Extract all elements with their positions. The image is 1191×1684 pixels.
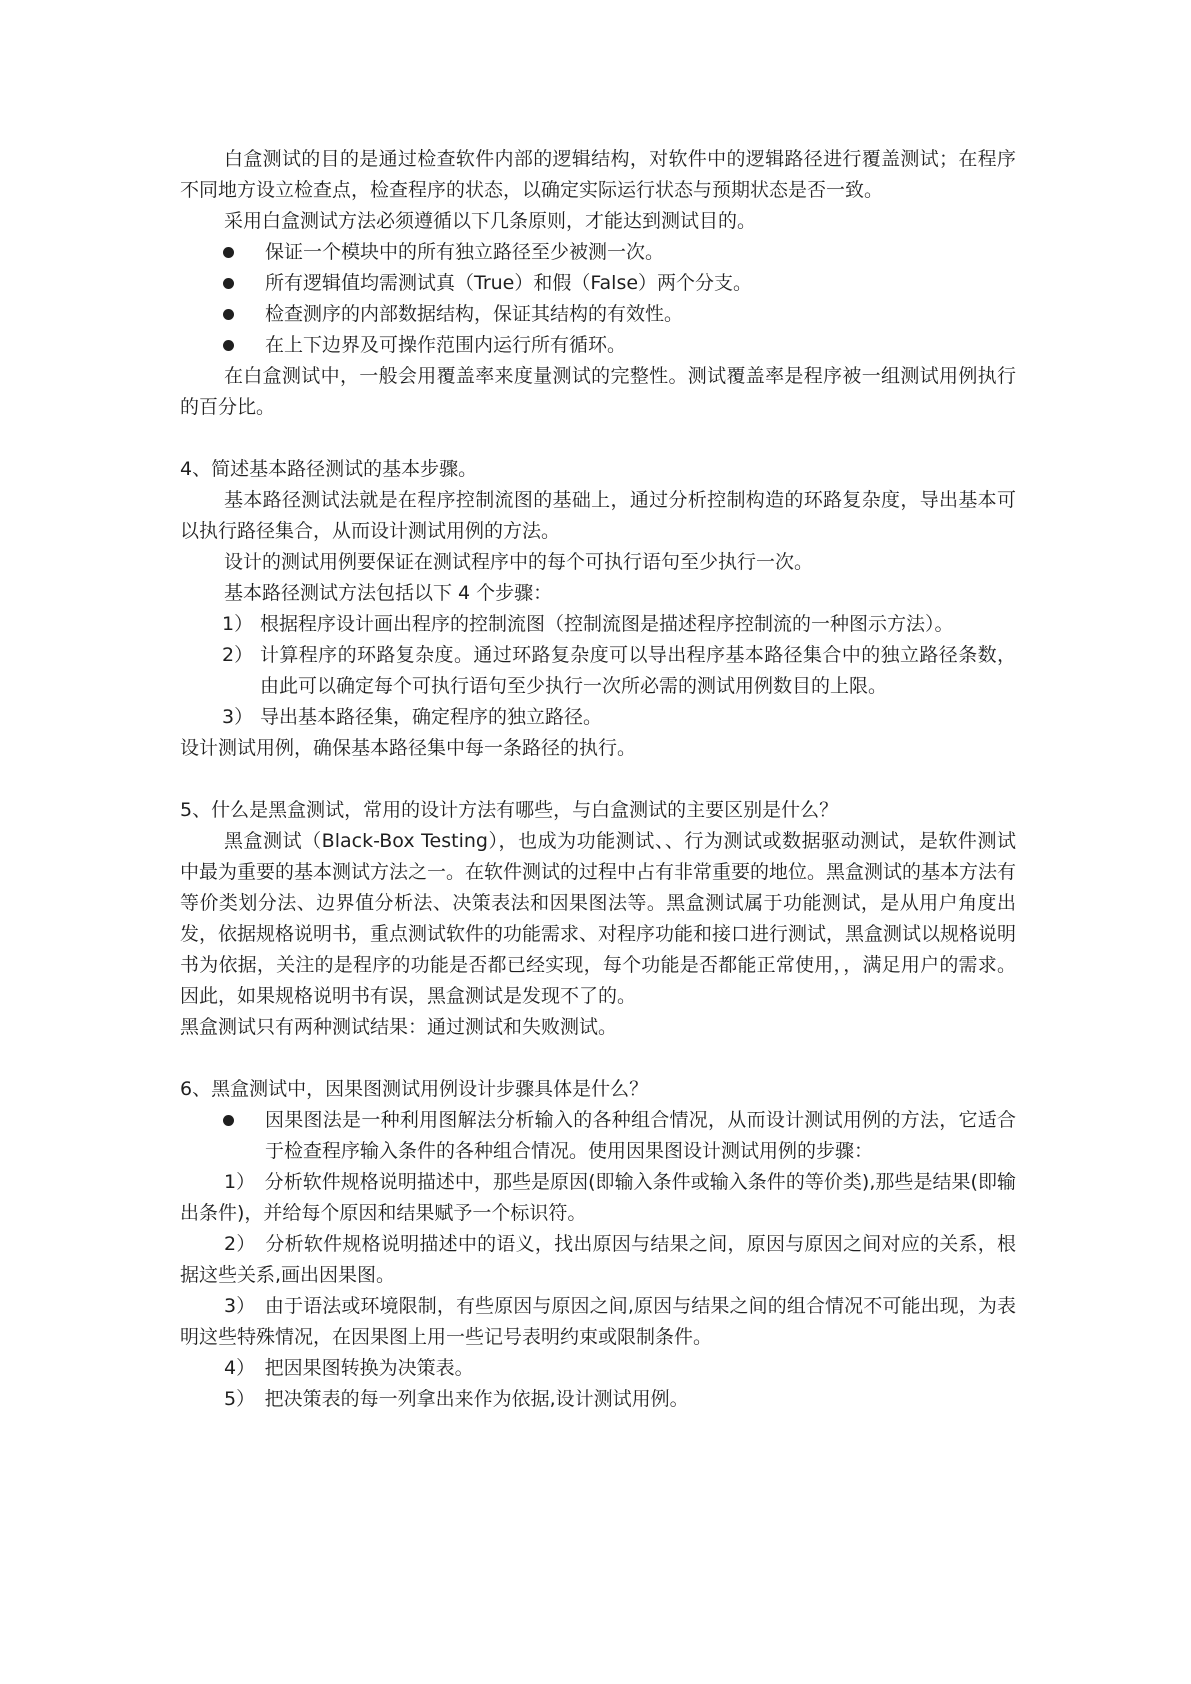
step-number: 1）	[222, 613, 254, 635]
section-4-heading: 4、简述基本路径测试的基本步骤。	[180, 458, 478, 480]
section-6-bullet-item	[180, 1105, 1016, 1167]
section-5-heading: 5、什么是黑盒测试，常用的设计方法有哪些，与白盒测试的主要区别是什么？	[180, 799, 839, 821]
bullet-text: 保证一个模块中的所有独立路径至少被测一次。	[265, 241, 665, 263]
bullet-dot-icon	[223, 309, 234, 320]
section-5-paragraph-1: 黑盒测试（Black-Box Testing），也成为功能测试、、行为测试或数据驱动测试，是软件测试中最为重要的基本测试方法之一。在软件测试的过程中占有非常重要的地位。黑盒测试的基本方法有等价类划分法、边界值分析法、决策表法和因果图法等。黑盒测试属于功能测试，是从用户角度出发，依据规格说明书，重点测试软件的功能需求、对程序功能和接口进行测试，黑盒测试以规格说明书为依据，关注的是程序的功能是否都已经实现，每个功能是否都能正常使用，，满足用户的需求。因此，如果规格说明书有误，黑盒测试是发现不了的。	[180, 830, 1017, 1007]
section-4-paragraph-2: 设计的测试用例要保证在测试程序中的每个可执行语句至少执行一次。	[224, 551, 814, 573]
section-4-step	[180, 609, 1016, 640]
bullet-text: 所有逻辑值均需测试真（True）和假（False）两个分支。	[265, 272, 753, 294]
spacer	[180, 423, 1016, 454]
section-6-heading: 6、黑盒测试中，因果图测试用例设计步骤具体是什么？	[180, 1078, 649, 1100]
section-4-step	[180, 702, 1016, 733]
bullet-dot-icon	[223, 1115, 234, 1126]
bullet-dot-icon	[223, 278, 234, 289]
intro-bullet-item	[180, 237, 1016, 268]
section-6-step: 4） 把因果图转换为决策表。	[224, 1357, 474, 1379]
step-number: 3）	[222, 706, 254, 728]
section-4-step	[180, 640, 1016, 702]
document-body	[180, 144, 1016, 1415]
intro-bullet-item	[180, 330, 1016, 361]
intro-paragraph-3: 在白盒测试中，一般会用覆盖率来度量测试的完整性。测试覆盖率是程序被一组测试用例执行的百分比。	[180, 365, 1016, 418]
bullet-dot-icon	[223, 247, 234, 258]
bullet-text: 因果图法是一种利用图解法分析输入的各种组合情况，从而设计测试用例的方法，它适合于检查程序输入条件的各种组合情况。使用因果图设计测试用例的步骤：	[265, 1109, 1016, 1162]
step-text: 根据程序设计画出程序的控制流图（控制流图是描述程序控制流的一种图示方法）。	[260, 613, 954, 635]
intro-paragraph-1: 白盒测试的目的是通过检查软件内部的逻辑结构，对软件中的逻辑路径进行覆盖测试；在程序不同地方设立检查点，检查程序的状态，以确定实际运行状态与预期状态是否一致。	[180, 148, 1016, 201]
spacer	[180, 1043, 1016, 1074]
bullet-text: 检查测序的内部数据结构，保证其结构的有效性。	[265, 303, 684, 325]
bullet-text: 在上下边界及可操作范围内运行所有循环。	[265, 334, 627, 356]
section-4-tail: 设计测试用例，确保基本路径集中每一条路径的执行。	[180, 737, 637, 759]
bullet-dot-icon	[223, 340, 234, 351]
intro-bullet-item	[180, 268, 1016, 299]
section-6-step: 2） 分析软件规格说明描述中的语义，找出原因与结果之间，原因与原因之间对应的关系，根据这些关系,画出因果图。	[180, 1233, 1016, 1286]
section-5-tail: 黑盒测试只有两种测试结果：通过测试和失败测试。	[180, 1016, 618, 1038]
section-4-paragraph-3: 基本路径测试方法包括以下 4 个步骤：	[224, 582, 553, 604]
section-6-step: 1） 分析软件规格说明描述中，那些是原因(即输入条件或输入条件的等价类),那些是结果(即输出条件)，并给每个原因和结果赋予一个标识符。	[180, 1171, 1016, 1224]
section-4-paragraph-1: 基本路径测试法就是在程序控制流图的基础上，通过分析控制构造的环路复杂度，导出基本可以执行路径集合，从而设计测试用例的方法。	[180, 489, 1016, 542]
intro-paragraph-2: 采用白盒测试方法必须遵循以下几条原则，才能达到测试目的。	[224, 210, 757, 232]
section-6-step: 3） 由于语法或环境限制，有些原因与原因之间,原因与结果之间的组合情况不可能出现，为表明这些特殊情况，在因果图上用一些记号表明约束或限制条件。	[180, 1295, 1016, 1348]
spacer	[180, 764, 1016, 795]
step-number: 2）	[222, 644, 254, 666]
section-6-step: 5） 把决策表的每一列拿出来作为依据,设计测试用例。	[224, 1388, 689, 1410]
intro-bullet-item	[180, 299, 1016, 330]
step-text: 计算程序的环路复杂度。通过环路复杂度可以导出程序基本路径集合中的独立路径条数，由此可以确定每个可执行语句至少执行一次所必需的测试用例数目的上限。	[260, 644, 1016, 697]
step-text: 导出基本路径集，确定程序的独立路径。	[260, 706, 603, 728]
